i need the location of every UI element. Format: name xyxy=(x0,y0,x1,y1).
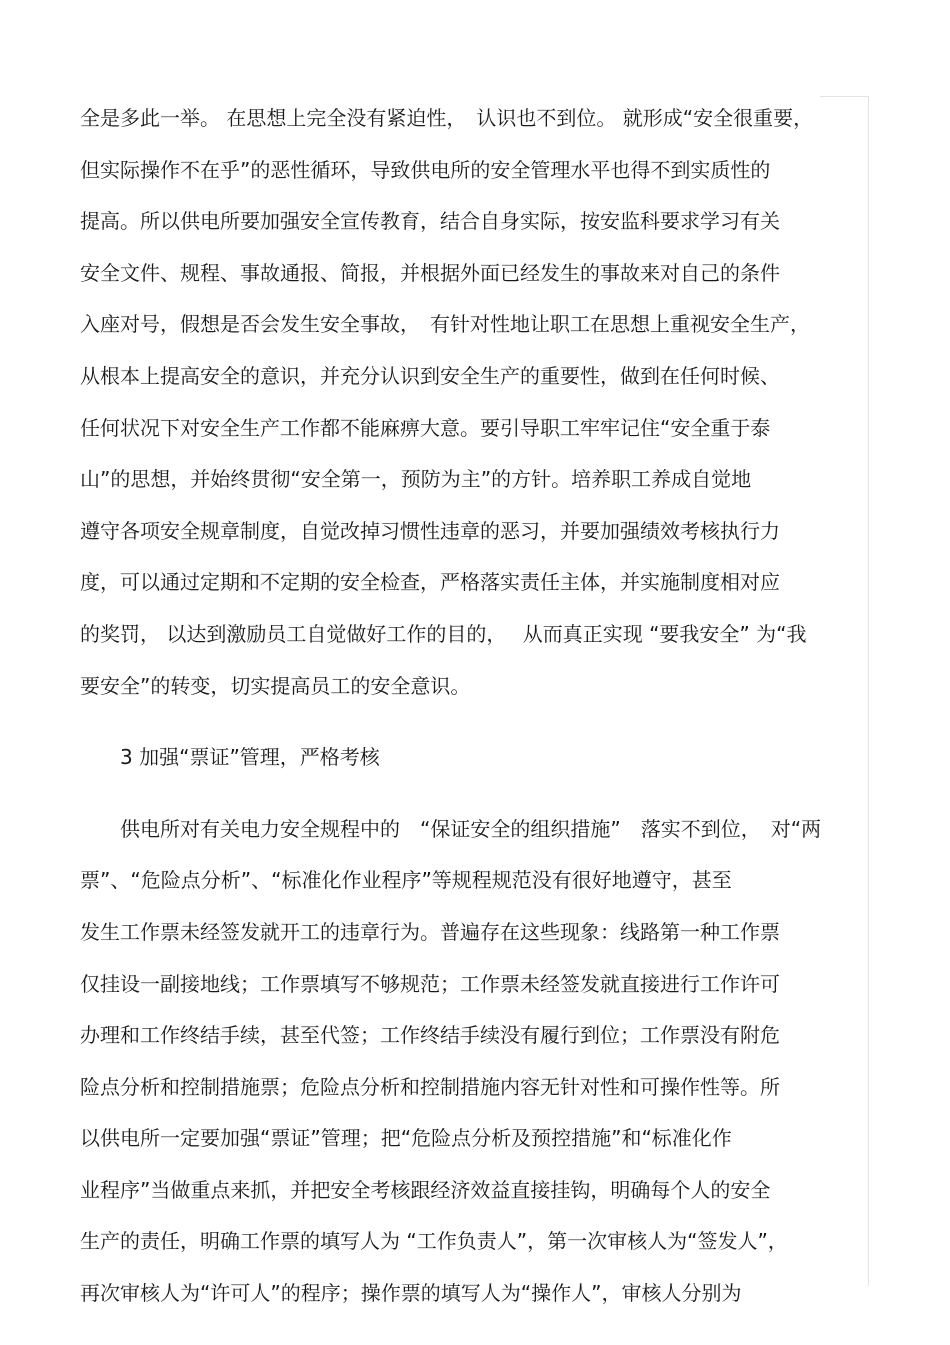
document-body xyxy=(80,99,870,1326)
text-line: 以供电所一定要加强“票证”管理；把“危险点分析及预控措施”和“标准化作 xyxy=(80,1126,732,1151)
text-line: 但实际操作不在乎”的恶性循环，导致供电所的安全管理水平也得不到实质性的 xyxy=(80,157,771,182)
text-line: 供电所对有关电力安全规程中的 “保证安全的组织措施” 落实不到位， 对“两 xyxy=(120,816,822,841)
text-line: 办理和工作终结手续，甚至代签；工作终结手续没有履行到位；工作票没有附危 xyxy=(80,1023,780,1048)
text-line: 仅挂设一副接地线；工作票填写不够规范；工作票未经签发就直接进行工作许可 xyxy=(80,971,780,996)
text-line: 入座对号，假想是否会发生安全事故， 有针对性地让职工在思想上重视安全生产， xyxy=(80,312,810,337)
text-line: 要安全”的转变，切实提高员工的安全意识。 xyxy=(80,673,471,698)
text-line: 全是多此一举。 在思想上完全没有紧迫性， 认识也不到位。 就形成“安全很重要， xyxy=(80,106,814,130)
text-line: 的奖罚， 以达到激励员工自觉做好工作的目的， 从而真正实现 “要我安全” 为“我 xyxy=(80,621,807,646)
paragraph-gap xyxy=(80,790,870,810)
text-line: 山”的思想，并始终贯彻“安全第一，预防为主”的方针。培养职工养成自觉地 xyxy=(80,467,752,492)
paragraph-1 xyxy=(80,99,870,705)
text-line: 遵守各项安全规章制度，自觉改掉习惯性违章的恶习，并要加强绩效考核执行力 xyxy=(80,518,780,543)
text-line: 票”、“危险点分析”、“标准化作业程序”等规程规范没有很好地遵守，甚至 xyxy=(80,868,732,893)
section-heading: 3 加强“票证”管理，严格考核 xyxy=(120,745,380,770)
text-line: 从根本上提高安全的意识，并充分认识到安全生产的重要性，做到在任何时候、 xyxy=(80,363,780,388)
text-line: 险点分析和控制措施票；危险点分析和控制措施内容无针对性和可操作性等。所 xyxy=(80,1074,780,1099)
text-line: 生产的责任，明确工作票的填写人为 “工作负责人”，第一次审核人为“签发人”， xyxy=(80,1229,788,1254)
page-frame-top xyxy=(820,96,868,97)
text-line: 业程序”当做重点来抓，并把安全考核跟经济效益直接挂钩，明确每个人的安全 xyxy=(80,1177,771,1202)
text-line: 发生工作票未经签发就开工的违章行为。普遍存在这些现象：线路第一种工作票 xyxy=(80,919,780,944)
paragraph-2 xyxy=(80,810,870,1312)
text-line: 度，可以通过定期和不定期的安全检查，严格落实责任主体，并实施制度相对应 xyxy=(80,570,780,595)
text-line: 任何状况下对安全生产工作都不能麻痹大意。要引导职工牢牢记住“安全重于泰 xyxy=(80,415,771,440)
text-line: 安全文件、规程、事故通报、简报，并根据外面已经发生的事故来对自己的条件 xyxy=(80,260,780,285)
text-line: 再次审核人为“许可人”的程序；操作票的填写人为“操作人”，审核人分别为 xyxy=(80,1281,742,1306)
text-line: 提高。所以供电所要加强安全宣传教育，结合自身实际，按安监科要求学习有关 xyxy=(80,209,780,234)
paragraph-gap xyxy=(80,718,870,738)
